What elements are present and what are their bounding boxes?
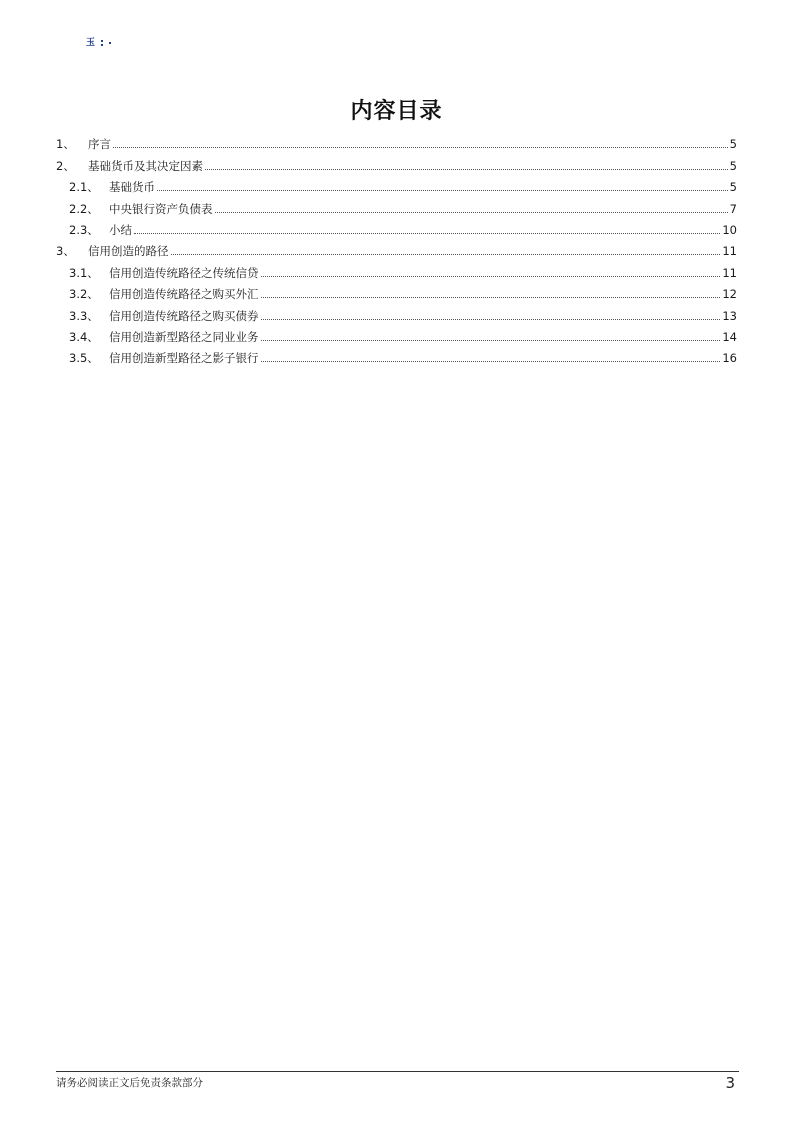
toc-entry-number: 3.5、 [69,351,99,366]
toc-entry[interactable] [56,345,737,366]
toc-leader-dots [261,275,721,277]
toc-entry-label: 信用创造传统路径之传统信贷 [109,265,259,280]
toc-entry-label: 信用创造的路径 [88,244,169,259]
toc-entry[interactable] [56,152,737,173]
toc-entry-label: 序言 [88,137,111,152]
toc-entry-label: 信用创造传统路径之购买债券 [109,308,259,323]
toc-entry-label: 信用创造新型路径之同业业务 [109,329,259,344]
logo-mark-icon [101,40,103,46]
logo-dot-icon [109,42,111,44]
toc-entry-label: 基础货币 [109,180,155,195]
toc-entry-number: 3.3、 [69,308,99,323]
footer-divider [56,1071,739,1072]
toc-entry-page: 5 [729,180,737,195]
toc-leader-dots [205,168,728,170]
toc-entry-page: 5 [729,137,737,152]
toc-entry-label: 信用创造新型路径之影子银行 [109,351,259,366]
toc-entry-page: 11 [722,244,737,259]
toc-leader-dots [157,189,728,191]
toc-entry[interactable] [56,259,737,280]
toc-entry-number: 2.3、 [69,222,99,237]
toc-leader-dots [261,360,721,362]
toc-leader-dots [261,318,721,320]
toc-leader-dots [134,232,720,234]
toc-entry-label: 小结 [109,222,132,237]
toc-entry[interactable] [56,302,737,323]
toc-entry[interactable] [56,131,737,152]
toc-entry-label: 中央银行资产负债表 [109,201,213,216]
toc-entry-label: 信用创造传统路径之购买外汇 [109,287,259,302]
toc-entry-page: 10 [722,222,737,237]
toc-entry-page: 14 [722,329,737,344]
toc-entry-number: 3.2、 [69,287,99,302]
footer-page-number: 3 [725,1074,735,1092]
toc-entry-page: 13 [722,308,737,323]
toc-leader-dots [261,296,721,298]
toc-entry-number: 1、 [56,137,75,152]
toc-entry[interactable] [56,217,737,238]
company-logo [86,37,111,49]
toc-entry-page: 7 [729,201,737,216]
page-title: 内容目录 [350,98,443,124]
toc-entry[interactable] [56,195,737,216]
logo-glyph: 玉 [86,38,96,48]
toc-entry[interactable] [56,281,737,302]
toc-entry-number: 3.4、 [69,329,99,344]
toc-entry-number: 2.2、 [69,201,99,216]
toc-leader-dots [261,339,721,341]
toc-entry-page: 5 [729,158,737,173]
toc-entry-number: 3.1、 [69,265,99,280]
toc-entry-page: 12 [722,287,737,302]
toc-entry[interactable] [56,238,737,259]
toc-entry-number: 2.1、 [69,180,99,195]
toc-entry-number: 2、 [56,158,75,173]
toc-leader-dots [171,253,721,255]
toc-entry[interactable] [56,324,737,345]
toc-leader-dots [215,211,728,213]
toc-entry-label: 基础货币及其决定因素 [88,158,203,173]
toc-entry[interactable] [56,174,737,195]
footer-disclaimer: 请务必阅读正文后免责条款部分 [56,1077,203,1089]
toc-entry-page: 16 [722,351,737,366]
toc-entry-page: 11 [722,265,737,280]
toc-entry-number: 3、 [56,244,75,259]
toc-leader-dots [113,146,728,148]
table-of-contents [56,131,737,366]
